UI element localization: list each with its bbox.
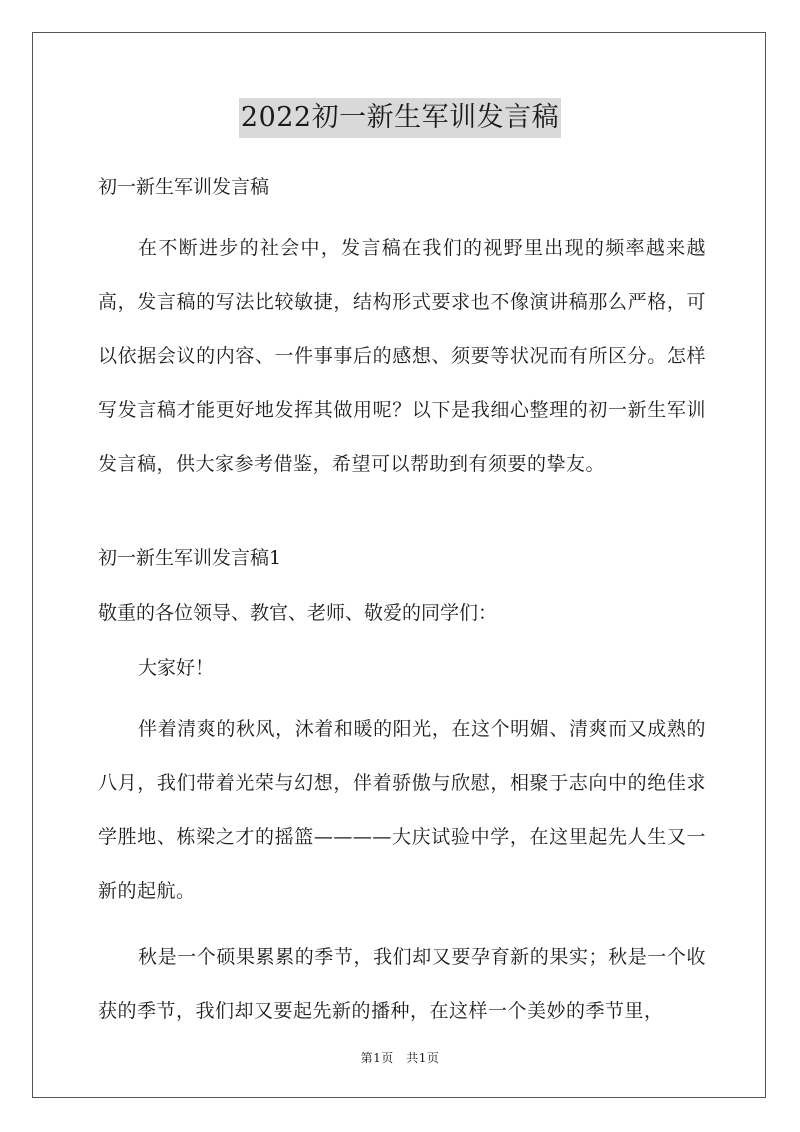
spacer (98, 580, 706, 592)
document-title: 2022初一新生军训发言稿 (239, 98, 561, 138)
spacer (98, 209, 706, 221)
section-heading: 初一新生军训发言稿1 (98, 547, 282, 569)
greeting: 大家好！ (138, 657, 215, 679)
body-paragraph-2: 秋是一个硕果累累的季节，我们却又要孕育新的果实；秋是一个收获的季节，我们却又要起先新的播种，在这样一个美妙的季节里， (98, 946, 706, 1022)
salutation: 敬重的各位领导、教官、老师、敬爱的同学们： (98, 602, 498, 624)
spacer (98, 690, 706, 702)
spacer (98, 918, 706, 930)
spacer (98, 491, 706, 537)
page-footer: 第1页 共1页 (360, 1051, 440, 1065)
title-wrap (0, 98, 800, 138)
body-paragraph-1: 伴着清爽的秋风，沐着和暖的阳光，在这个明媚、清爽而又成熟的八月，我们带着光荣与幻想，伴着骄傲与欣慰，相聚于志向中的绝佳求学胜地、栋梁之才的摇篮————大庆试验中学，在这里起先人生又一新的起航。 (98, 718, 706, 902)
document-body (98, 166, 706, 1038)
spacer (98, 635, 706, 647)
document-subtitle: 初一新生军训发言稿 (98, 176, 270, 198)
intro-paragraph: 在不断进步的社会中，发言稿在我们的视野里出现的频率越来越高，发言稿的写法比较敏捷，结构形式要求也不像演讲稿那么严格，可以依据会议的内容、一件事事后的感想、须要等状况而有所区分。怎样写发言稿才能更好地发挥其做用呢？以下是我细心整理的初一新生军训发言稿，供大家参考借鉴，希望可以帮助到有须要的挚友。 (98, 237, 706, 475)
